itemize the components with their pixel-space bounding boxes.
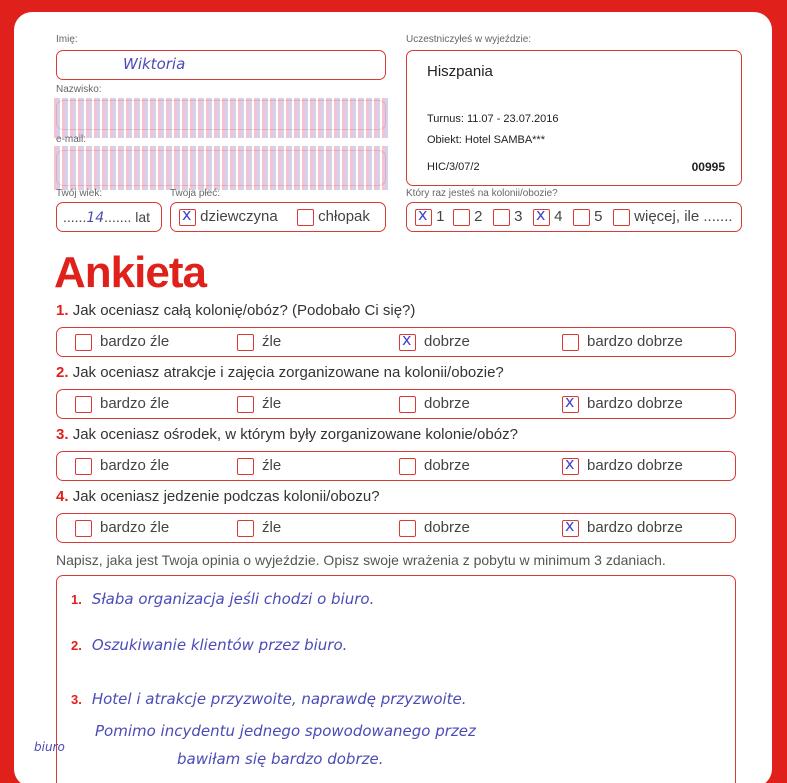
option-checkbox[interactable] xyxy=(562,458,579,475)
times-option-more[interactable] xyxy=(613,208,733,226)
question-text: Jak oceniasz całą kolonię/obóz? (Podobało Ci się?) xyxy=(72,302,416,319)
times-option-3[interactable] xyxy=(493,208,523,226)
question-4 xyxy=(56,488,380,505)
option-label: dobrze xyxy=(424,457,470,474)
age-field[interactable] xyxy=(56,202,162,232)
option[interactable] xyxy=(562,519,683,537)
question-number: 3. xyxy=(56,426,69,443)
option-checkbox[interactable] xyxy=(399,334,416,351)
line-text: Hotel i atrakcje przyzwoite, naprawdę przyzwoite. xyxy=(91,690,467,708)
option-checkbox[interactable] xyxy=(75,520,92,537)
option-label: bardzo źle xyxy=(100,519,170,536)
option-label: źle xyxy=(262,333,282,350)
option[interactable] xyxy=(237,333,281,351)
trip-obiekt: Obiekt: Hotel SAMBA*** xyxy=(427,134,545,146)
line-text: Oszukiwanie klientów przez biuro. xyxy=(91,636,348,654)
times-checkbox[interactable] xyxy=(613,209,630,226)
option-checkbox[interactable] xyxy=(75,334,92,351)
option[interactable] xyxy=(75,395,169,413)
line-number: 1. xyxy=(71,592,82,607)
option-checkbox[interactable] xyxy=(75,396,92,413)
gender-girl-checkbox[interactable] xyxy=(179,209,196,226)
option-label: bardzo dobrze xyxy=(587,519,683,536)
times-field xyxy=(406,202,742,232)
times-checkbox[interactable] xyxy=(573,209,590,226)
age-suffix: ....... lat xyxy=(104,209,151,225)
option-label: źle xyxy=(262,457,282,474)
question-text: Jak oceniasz jedzenie podczas kolonii/obozu? xyxy=(72,488,380,505)
trip-destination: Hiszpania xyxy=(427,63,493,80)
times-option-4[interactable] xyxy=(533,208,563,226)
first-name-value: Wiktoria xyxy=(123,55,186,73)
option-label: bardzo dobrze xyxy=(587,333,683,350)
option[interactable] xyxy=(562,395,683,413)
times-label: Który raz jesteś na kolonii/obozie? xyxy=(406,188,558,199)
option[interactable] xyxy=(237,395,281,413)
option-checkbox[interactable] xyxy=(399,396,416,413)
option-checkbox[interactable] xyxy=(237,520,254,537)
question-number: 4. xyxy=(56,488,69,505)
times-option-1[interactable] xyxy=(415,208,445,226)
redaction-mark xyxy=(54,98,390,138)
question-2-options xyxy=(56,389,736,419)
times-option-label: 1 xyxy=(436,208,445,225)
option[interactable] xyxy=(75,333,169,351)
option[interactable] xyxy=(75,519,169,537)
times-checkbox[interactable] xyxy=(453,209,470,226)
option-label: dobrze xyxy=(424,395,470,412)
option[interactable] xyxy=(562,333,683,351)
line-number: 3. xyxy=(71,692,82,707)
option-label: bardzo źle xyxy=(100,333,170,350)
question-3-options xyxy=(56,451,736,481)
trip-label: Uczestniczyłeś w wyjeździe: xyxy=(406,34,532,45)
survey-sheet xyxy=(14,12,772,783)
question-number: 1. xyxy=(56,302,69,319)
question-1-options xyxy=(56,327,736,357)
times-option-2[interactable] xyxy=(453,208,483,226)
option-checkbox[interactable] xyxy=(237,458,254,475)
times-checkbox[interactable] xyxy=(533,209,550,226)
line-number: 2. xyxy=(71,638,82,653)
option[interactable] xyxy=(399,333,470,351)
question-text: Jak oceniasz ośrodek, w którym były zorganizowane kolonie/obóz? xyxy=(72,426,518,443)
option-label: bardzo dobrze xyxy=(587,457,683,474)
option[interactable] xyxy=(399,519,470,537)
option-checkbox[interactable] xyxy=(562,396,579,413)
option-label: źle xyxy=(262,519,282,536)
option-checkbox[interactable] xyxy=(399,520,416,537)
trip-code: HIC/3/07/2 xyxy=(427,161,480,173)
email-label: e-mail: xyxy=(56,134,87,145)
option-checkbox[interactable] xyxy=(399,458,416,475)
age-prefix: ...... xyxy=(63,209,87,225)
times-checkbox[interactable] xyxy=(493,209,510,226)
age-label: Twój wiek: xyxy=(56,188,103,199)
trip-box xyxy=(406,50,742,186)
opinion-margin-note: biuro xyxy=(34,740,65,754)
opinion-prompt: Napisz, jaka jest Twoja opinia o wyjeździe. Opisz swoje wrażenia z pobytu w minimum 3 zdaniach. xyxy=(56,552,666,568)
times-option-label: 5 xyxy=(594,208,603,225)
trip-turnus: Turnus: 11.07 - 23.07.2016 xyxy=(427,113,559,125)
times-checkbox[interactable] xyxy=(415,209,432,226)
option-checkbox[interactable] xyxy=(562,520,579,537)
question-3 xyxy=(56,426,518,443)
last-name-label: Nazwisko: xyxy=(56,84,102,95)
option[interactable] xyxy=(562,457,683,475)
first-name-field[interactable] xyxy=(56,50,386,80)
option-label: bardzo źle xyxy=(100,457,170,474)
gender-option-girl[interactable] xyxy=(179,208,278,226)
question-text: Jak oceniasz atrakcje i zajęcia zorganizowane na kolonii/obozie? xyxy=(72,364,504,381)
trip-number: 00995 xyxy=(691,160,725,174)
gender-option-label: chłopak xyxy=(318,208,370,225)
opinion-line-3 xyxy=(71,690,467,708)
opinion-line-4: Pomimo incydentu jednego spowodowanego przez xyxy=(95,722,476,740)
redaction-mark xyxy=(54,146,390,190)
gender-boy-checkbox[interactable] xyxy=(297,209,314,226)
age-value: 14 xyxy=(86,210,105,226)
question-1 xyxy=(56,302,415,319)
first-name-label: Imię: xyxy=(56,34,78,45)
page-title: Ankieta xyxy=(54,248,206,297)
option[interactable] xyxy=(399,457,470,475)
question-4-options xyxy=(56,513,736,543)
gender-option-boy[interactable] xyxy=(297,208,370,226)
option[interactable] xyxy=(75,457,169,475)
option-checkbox[interactable] xyxy=(75,458,92,475)
option-label: dobrze xyxy=(424,333,470,350)
option-checkbox[interactable] xyxy=(237,334,254,351)
times-option-5[interactable] xyxy=(573,208,603,226)
times-option-label: więcej, ile ....... xyxy=(634,208,733,225)
option-checkbox[interactable] xyxy=(237,396,254,413)
option[interactable] xyxy=(399,395,470,413)
opinion-line-5: bawiłam się bardzo dobrze. xyxy=(177,750,384,768)
times-option-label: 2 xyxy=(474,208,483,225)
option-label: bardzo dobrze xyxy=(587,395,683,412)
opinion-textarea[interactable] xyxy=(56,575,736,783)
times-option-label: 4 xyxy=(554,208,563,225)
gender-option-label: dziewczyna xyxy=(200,208,278,225)
line-text: Słaba organizacja jeśli chodzi o biuro. xyxy=(91,590,375,608)
opinion-line-1 xyxy=(71,590,374,608)
option-label: dobrze xyxy=(424,519,470,536)
question-2 xyxy=(56,364,504,381)
gender-field xyxy=(170,202,386,232)
opinion-line-2 xyxy=(71,636,347,654)
option-label: bardzo źle xyxy=(100,395,170,412)
gender-label: Twoja płeć: xyxy=(170,188,221,199)
times-option-label: 3 xyxy=(514,208,523,225)
option[interactable] xyxy=(237,519,281,537)
option-checkbox[interactable] xyxy=(562,334,579,351)
option[interactable] xyxy=(237,457,281,475)
question-number: 2. xyxy=(56,364,69,381)
age-line xyxy=(63,209,150,226)
option-label: źle xyxy=(262,395,282,412)
